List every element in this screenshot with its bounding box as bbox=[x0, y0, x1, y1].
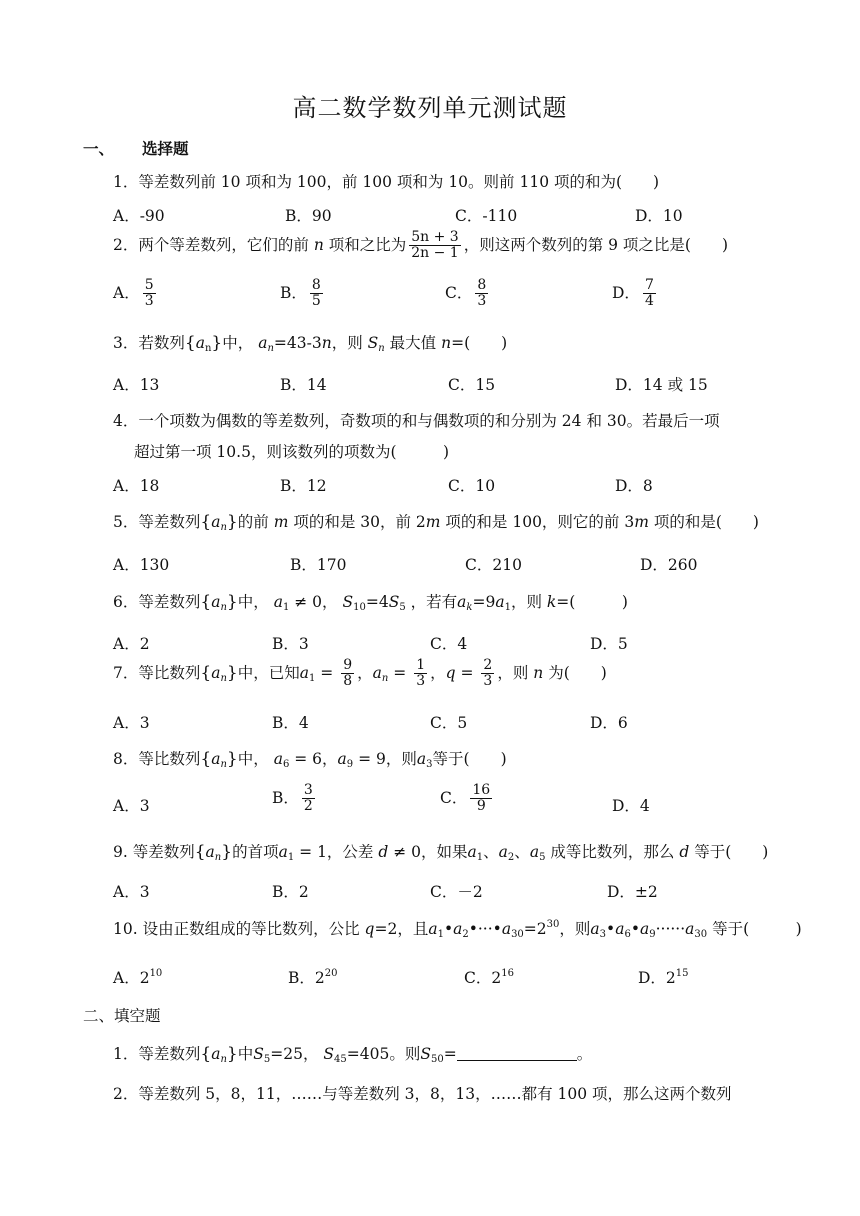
fill-question-1: 1．等差数列$\{a_n\}$中$S_5=25$， $S_{45}=405$。则$S_{50}=$ 。 bbox=[113, 1044, 593, 1065]
question-9: 9. 等差数列$\{a_n\}$的首项$a_1 = 1$，公差 d ≠ 0，如果$a_1$、$a_2$、$a_5$ 成等比数列，那么 d 等于( ) bbox=[113, 842, 769, 863]
q2-option-c: C． $\frac{8}{3}$ bbox=[445, 277, 487, 310]
q9-option-b: B．2 bbox=[272, 883, 309, 901]
question-8: 8．等比数列$\{a_n\}$中， $a_6 = 6$，$a_9 = 9$，则$a_3$等于( ) bbox=[113, 749, 507, 770]
q3-option-b: B．14 bbox=[280, 376, 327, 394]
q1-option-c: C．-110 bbox=[455, 207, 518, 225]
page-title: 高二数学数列单元测试题 bbox=[292, 94, 568, 122]
q2-option-d: D． $\frac{7}{4}$ bbox=[612, 277, 654, 310]
q8-option-b: B． $\frac{3}{2}$ bbox=[272, 782, 313, 815]
q3-option-c: C．15 bbox=[448, 376, 496, 394]
q10-option-d: D．$2^{15}$ bbox=[638, 968, 689, 987]
q3-option-a: A．13 bbox=[113, 376, 160, 394]
q1-option-a: A．-90 bbox=[113, 207, 165, 225]
fill-question-2: 2．等差数列 5，8，11，……与等差数列 3，8，13，……都有 100 项，那么这两个数列 bbox=[113, 1085, 732, 1103]
q6-option-d: D．5 bbox=[590, 635, 628, 653]
q2-option-b: B． $\frac{8}{5}$ bbox=[280, 277, 321, 310]
q8-option-a: A．3 bbox=[113, 797, 150, 815]
q9-option-c: C．－2 bbox=[430, 883, 483, 901]
q1-option-b: B．90 bbox=[285, 207, 332, 225]
q7-option-a: A．3 bbox=[113, 714, 150, 732]
q7-option-c: C．5 bbox=[430, 714, 468, 732]
q9-option-a: A．3 bbox=[113, 883, 150, 901]
section-heading: 选择题 bbox=[142, 139, 189, 158]
q3-option-d: D．14 或 15 bbox=[615, 376, 708, 394]
question-4-line-2: 超过第一项 10.5，则该数列的项数为( ) bbox=[134, 443, 450, 461]
q4-option-d: D．8 bbox=[615, 477, 653, 495]
section-2-heading: 二、填空题 bbox=[83, 1007, 161, 1025]
q9-option-d: D．±2 bbox=[607, 883, 658, 901]
q8-option-d: D．4 bbox=[612, 797, 650, 815]
q7-option-d: D．6 bbox=[590, 714, 628, 732]
q7-option-b: B．4 bbox=[272, 714, 309, 732]
q10-option-b: B．$2^{20}$ bbox=[288, 968, 338, 987]
q5-option-d: D．260 bbox=[640, 556, 698, 574]
question-1: 1．等差数列前 10 项和为 100，前 100 项和为 10。则前 110 项的和为( ) bbox=[113, 173, 660, 191]
q6-option-c: C．4 bbox=[430, 635, 468, 653]
q6-option-a: A．2 bbox=[113, 635, 150, 653]
answer-blank[interactable] bbox=[457, 1046, 577, 1061]
section-number: 一、 bbox=[83, 139, 115, 158]
q4-option-b: B．12 bbox=[280, 477, 327, 495]
q8-option-c: C． $\frac{16}{9}$ bbox=[440, 782, 491, 815]
q5-option-a: A．130 bbox=[113, 556, 170, 574]
question-2: 2．两个等差数列，它们的前 n 项和之比为 $\frac{5n + 3}{2n - 1}$ ，则这两个数列的第 9 项之比是( ) bbox=[113, 229, 729, 262]
question-4-line-1: 4．一个项数为偶数的等差数列，奇数项的和与偶数项的和分别为 24 和 30。若最后一项 bbox=[113, 412, 720, 430]
question-3: 3．若数列$\{a_n\}$中， $a_n=43-3n$，则 $S_n$ 最大值 n=( ) bbox=[113, 333, 508, 354]
q5-option-b: B．170 bbox=[290, 556, 347, 574]
q4-option-c: C．10 bbox=[448, 477, 496, 495]
q2-option-a: A． $\frac{5}{3}$ bbox=[113, 277, 154, 310]
q5-option-c: C．210 bbox=[465, 556, 522, 574]
question-7: 7．等比数列$\{a_n\}$中，已知$a_1$ = $\frac{9}{8}$ ，$a_n$ = $\frac{1}{3}$ ，q = $\frac{2}{3}$ ，则 n 为( ) bbox=[113, 657, 607, 690]
q10-option-a: A．$2^{10}$ bbox=[113, 968, 163, 987]
q6-option-b: B．3 bbox=[272, 635, 309, 653]
q10-option-c: C．$2^{16}$ bbox=[464, 968, 514, 987]
question-10: 10. 设由正数组成的等比数列，公比 q=2，且$a_1•a_2•\cdot\cdot\cdot•a_{30}=2^{30}$，则$a_3•a_6•a_9\cdot\cdot\cdot\cdot\cdot\cdot a_{30}$ 等于( ) bbox=[113, 919, 802, 940]
question-5: 5．等差数列$\{a_n\}$的前 m 项的和是 30，前 2m 项的和是 100，则它的前 3m 项的和是( ) bbox=[113, 512, 759, 533]
question-6: 6．等差数列$\{a_n\}$中， $a_1 \ne 0$， $S_{10}=4S_5$ ，若有$a_k=9a_1$，则 k=( ) bbox=[113, 592, 628, 613]
q4-option-a: A．18 bbox=[113, 477, 160, 495]
q1-option-d: D．10 bbox=[635, 207, 683, 225]
